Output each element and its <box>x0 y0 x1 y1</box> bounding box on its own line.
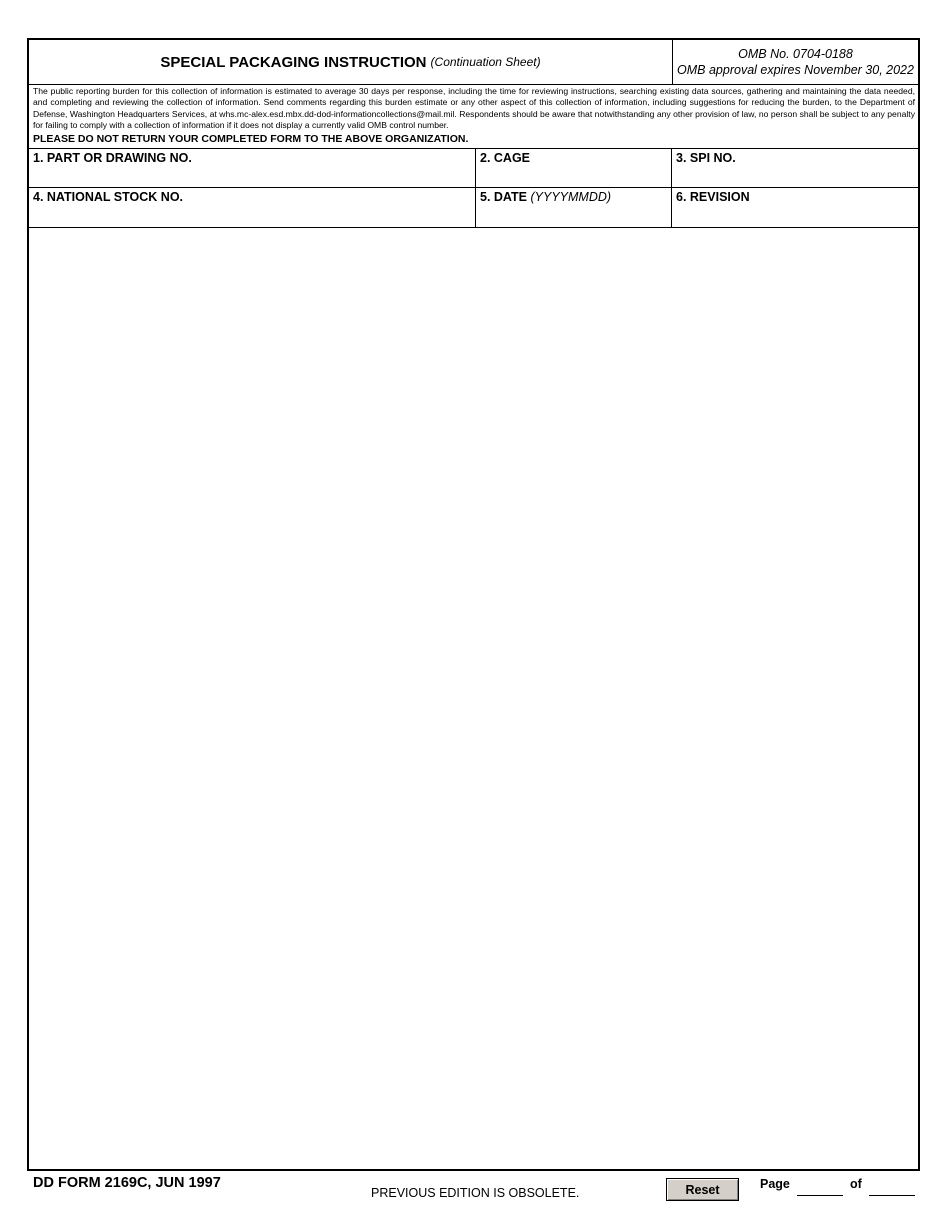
form-header <box>29 40 918 85</box>
continuation-text-area[interactable] <box>29 228 918 1169</box>
omb-cell <box>673 40 918 84</box>
title-cell <box>29 40 673 84</box>
return-warning: PLEASE DO NOT RETURN YOUR COMPLETED FORM TO THE ABOVE ORGANIZATION. <box>33 133 469 145</box>
omb-expiry: OMB approval expires November 30, 2022 <box>677 63 914 77</box>
date-field[interactable] <box>476 188 672 227</box>
page-label: Page <box>760 1177 790 1191</box>
part-number-label: 1. PART OR DRAWING NO. <box>33 151 192 165</box>
form-subtitle: (Continuation Sheet) <box>430 55 541 69</box>
date-label: 5. DATE <box>480 190 527 204</box>
form-title: SPECIAL PACKAGING INSTRUCTION <box>160 53 427 71</box>
page-total-input[interactable] <box>869 1182 915 1196</box>
cage-label: 2. CAGE <box>480 151 531 165</box>
national-stock-number-label: 4. NATIONAL STOCK NO. <box>33 190 184 204</box>
page-number-input[interactable] <box>797 1182 843 1196</box>
cage-field[interactable] <box>476 149 672 188</box>
burden-notice: The public reporting burden for this collection of information is estimated to average 30 days per response, including the time for reviewing instructions, searching existing data sources, gathering and maintaining the data needed, and completing and reviewing the collection of information. Send comments regarding this burden estimate or any other aspect of this collection of information, including suggestions for reducing the burden, to the Department of Defense, Washington Headquarters Services, at whs.mc-alex.esd.mbx.dd-dod-informationcollections@mail.mil. Respondents should be aware that notwithstanding any other provision of law, no person shall be subject to any penalty for failing to comply with a collection of information if it does not display a currently valid OMB control number. <box>33 86 915 131</box>
revision-label: 6. REVISION <box>676 190 750 204</box>
obsolete-note: PREVIOUS EDITION IS OBSOLETE. <box>371 1186 580 1200</box>
form-container <box>27 38 920 1171</box>
form-identifier: DD FORM 2169C, JUN 1997 <box>33 1175 221 1191</box>
identification-fields <box>29 148 918 228</box>
spi-number-field[interactable] <box>672 149 918 188</box>
date-format-hint: (YYYYMMDD) <box>530 190 612 204</box>
omb-number: OMB No. 0704-0188 <box>738 47 853 61</box>
national-stock-number-field[interactable] <box>29 188 476 227</box>
reset-button[interactable]: Reset <box>666 1178 739 1201</box>
of-label: of <box>850 1177 862 1191</box>
spi-number-label: 3. SPI NO. <box>676 151 736 165</box>
part-number-field[interactable] <box>29 149 476 188</box>
revision-field[interactable] <box>672 188 918 227</box>
